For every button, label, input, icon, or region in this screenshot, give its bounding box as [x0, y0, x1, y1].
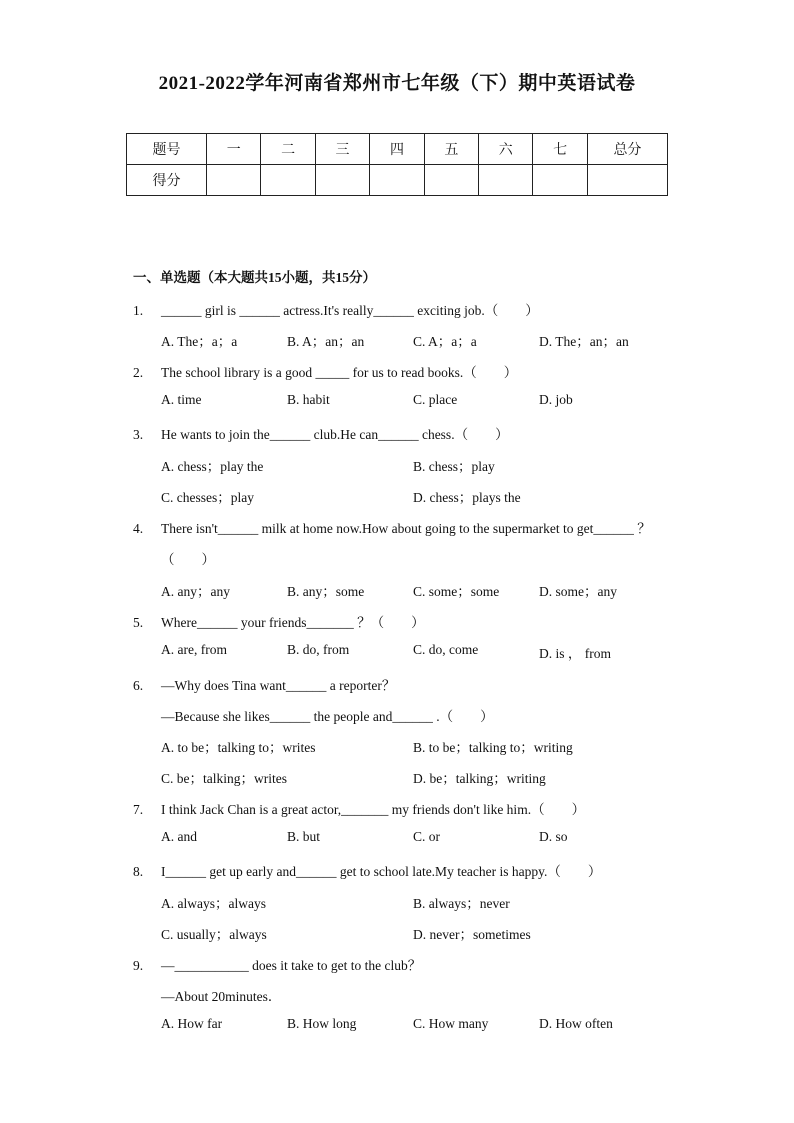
option-c: C. chesses；play [161, 490, 254, 505]
question-text: —Why does Tina want______ a reporter？ [161, 678, 396, 693]
option-c: C. place [413, 392, 458, 407]
option-d: D. is ， from [539, 646, 611, 661]
question-number: 5. [133, 615, 144, 630]
score-cell [533, 165, 587, 196]
question-number: 6. [133, 678, 144, 693]
option-d: D. The；an；an [539, 334, 629, 349]
question-text: There isn't______ milk at home now.How about going to the supermarket to get______ ？ [161, 521, 651, 536]
question-5 [133, 611, 425, 631]
option-a: A. chess；play the [161, 459, 264, 474]
question-4 [133, 517, 651, 537]
question-text-continued: —Because she likes______ the people and______ .（ ） [161, 709, 494, 724]
score-table-header-row [127, 134, 668, 165]
question-8 [133, 860, 601, 880]
option-a: A. to be；talking to；writes [161, 740, 316, 755]
score-table [126, 133, 668, 196]
option-d: D. never；sometimes [413, 927, 531, 942]
question-text: I______ get up early and______ get to school late.My teacher is happy.（ ） [161, 864, 602, 879]
score-cell [207, 165, 261, 196]
score-header-cell: 五 [424, 134, 478, 165]
score-header-cell: 一 [207, 134, 261, 165]
score-header-cell: 三 [315, 134, 369, 165]
score-header-cell: 四 [370, 134, 424, 165]
question-number: 8. [133, 864, 144, 879]
score-cell [424, 165, 478, 196]
question-9 [133, 954, 421, 974]
option-a: A. The；a；a [161, 334, 238, 349]
option-b: B. chess；play [413, 459, 495, 474]
option-d: D. so [539, 829, 568, 844]
question-number: 3. [133, 427, 144, 442]
question-number: 4. [133, 521, 144, 536]
score-row-label: 得分 [127, 165, 207, 196]
score-cell [315, 165, 369, 196]
option-a: A. are, from [161, 642, 227, 657]
option-b: B. always；never [413, 896, 510, 911]
question-number: 2. [133, 365, 144, 380]
score-header-cell: 总分 [587, 134, 667, 165]
option-c: C. usually；always [161, 927, 267, 942]
option-d: D. be；talking；writing [413, 771, 546, 786]
question-text-continued: （ ） [161, 552, 215, 567]
option-b: B. A；an；an [287, 334, 365, 349]
option-b: B. do, from [287, 642, 350, 657]
option-b: B. but [287, 829, 321, 844]
score-table-score-row [127, 165, 668, 196]
question-text: The school library is a good _____ for us to read books.（ ） [161, 365, 518, 380]
option-d: D. How often [539, 1016, 613, 1031]
option-a: A. How far [161, 1016, 223, 1031]
score-header-cell: 题号 [127, 134, 207, 165]
section-heading: 一、单选题（本大题共15小题，共15分） [133, 270, 376, 285]
option-c: C. some；some [413, 584, 500, 599]
option-c: C. A；a；a [413, 334, 477, 349]
question-6 [133, 674, 395, 694]
question-text: —___________ does it take to get to the club？ [161, 958, 422, 973]
score-header-cell: 七 [533, 134, 587, 165]
exam-title: 2021-2022学年河南省郑州市七年级（下）期中英语试卷 [158, 73, 636, 94]
question-text: I think Jack Chan is a great actor,_______ my friends don't like him.（ ） [161, 802, 586, 817]
question-text-continued: —About 20minutes． [161, 989, 282, 1004]
option-b: B. How long [287, 1016, 357, 1031]
question-number: 1. [133, 303, 144, 318]
option-c: C. be；talking；writes [161, 771, 287, 786]
question-text: ______ girl is ______ actress.It's really______ exciting job.（ ） [161, 303, 539, 318]
option-c: C. or [413, 829, 440, 844]
question-text: Where______ your friends_______ ？（ ） [161, 615, 425, 630]
question-3 [133, 423, 509, 443]
score-cell [479, 165, 533, 196]
question-1 [133, 299, 539, 319]
option-b: B. to be；talking to；writing [413, 740, 573, 755]
score-cell [370, 165, 424, 196]
score-cell [587, 165, 667, 196]
score-header-cell: 六 [479, 134, 533, 165]
option-a: A. always；always [161, 896, 266, 911]
option-c: C. do, come [413, 642, 479, 657]
score-header-cell: 二 [261, 134, 315, 165]
option-b: B. habit [287, 392, 330, 407]
option-c: C. How many [413, 1016, 489, 1031]
question-7 [133, 798, 585, 818]
option-a: A. time [161, 392, 202, 407]
option-d: D. some；any [539, 584, 617, 599]
question-text: He wants to join the______ club.He can______ chess.（ ） [161, 427, 509, 442]
score-cell [261, 165, 315, 196]
option-b: B. any；some [287, 584, 365, 599]
option-a: A. any；any [161, 584, 230, 599]
question-2 [133, 361, 517, 381]
option-d: D. job [539, 392, 573, 407]
question-number: 7. [133, 802, 144, 817]
option-a: A. and [161, 829, 197, 844]
question-number: 9. [133, 958, 144, 973]
option-d: D. chess；plays the [413, 490, 521, 505]
